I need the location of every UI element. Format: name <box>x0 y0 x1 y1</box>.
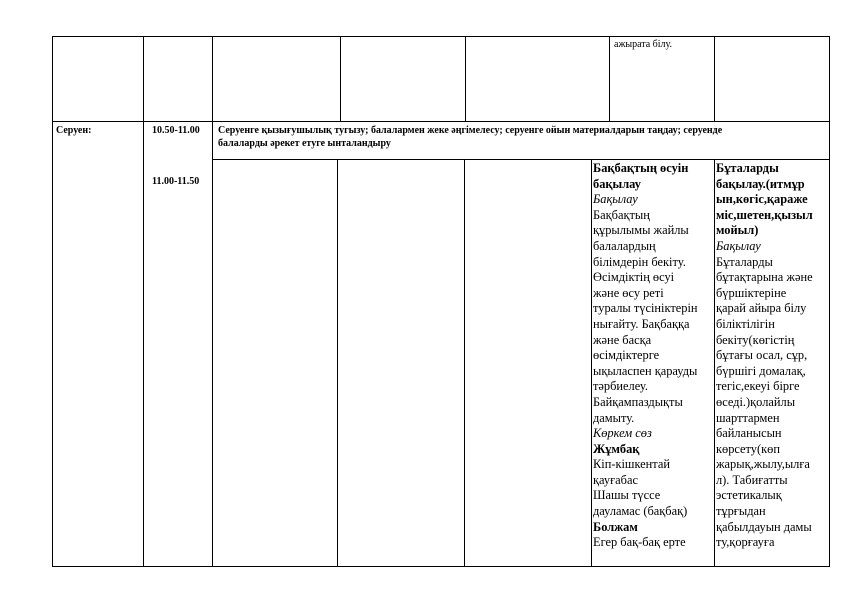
col6-body-line: ту,қорғауға <box>716 535 775 550</box>
col5-body-line: және өсу реті <box>593 285 664 300</box>
col5-forecast-label: Болжам <box>593 519 638 534</box>
col5-body-line: Байқампаздықты <box>593 394 683 409</box>
col5-body-line: құрылымы жайлы <box>593 223 689 238</box>
dandelion-observation-column <box>593 161 713 551</box>
col6-body-line: байланысын <box>716 426 782 441</box>
col6-body-line: жарық,жылу,ылға <box>716 457 810 472</box>
col6-body-line: л). Табиғатты <box>716 472 788 487</box>
col6-title-line: Бұталарды <box>716 161 779 175</box>
col6-body-line: біліктілігін <box>716 316 775 331</box>
shrub-observation-column <box>716 161 828 551</box>
col6-body-line: эстетикалық <box>716 488 782 503</box>
col-divider-5-bottom <box>591 159 592 567</box>
col-divider-4-bottom <box>464 159 465 567</box>
table-bottom-border <box>52 566 829 567</box>
col5-body-line: білімдерін бекіту. <box>593 254 686 269</box>
row-divider <box>52 121 829 122</box>
col6-body-line: бекіту(көгістің <box>716 332 795 347</box>
col5-body-line: Өсімдіктің өсуі <box>593 270 675 285</box>
col6-body-line: тегіс,екеуі бірге <box>716 379 800 394</box>
top-row-col5-text: ажырата білу. <box>614 39 673 50</box>
col5-body-line: туралы түсініктерін <box>593 301 698 316</box>
col5-riddle-label: Жұмбақ <box>593 441 640 456</box>
col5-body-line: Бақбақтың <box>593 207 650 222</box>
section-label: Серуен: <box>56 125 92 136</box>
col5-riddle-line: қауғабас <box>593 472 638 487</box>
col-divider-3-top <box>340 36 341 122</box>
col6-body-line: қарай айыра білу <box>716 301 807 316</box>
col6-title-line: міс,шетен,қызыл <box>716 207 813 222</box>
time-1: 10.50-11.00 <box>152 125 200 136</box>
col-divider-4-top <box>465 36 466 122</box>
col6-body-line: бұтақтарына және <box>716 270 813 285</box>
col6-title-line: мойыл) <box>716 223 759 238</box>
col5-body-line: нығайту. Бақбаққа <box>593 316 690 331</box>
col6-body-line: бүршіктеріне <box>716 285 787 300</box>
col5-forecast-line: Егер бақ-бақ ерте <box>593 535 686 550</box>
table-top-border <box>52 36 829 37</box>
col5-body-line: және басқа <box>593 332 652 347</box>
col-divider-5-top <box>609 36 610 122</box>
col-divider-2 <box>212 36 213 567</box>
col6-subtitle: Бақылау <box>716 238 761 253</box>
col6-body-line: шарттармен <box>716 410 780 425</box>
col5-body-line: балалардың <box>593 238 656 253</box>
walk-description-line-2: балаларды әрекет етуге ынталандыру <box>218 138 391 149</box>
col6-body-line: бұтағы осал, сұр, <box>716 348 808 363</box>
col5-body-line: ықыласпен қарауды <box>593 363 698 378</box>
table-left-border <box>52 36 53 567</box>
col5-riddle-line: Кіп-кішкентай <box>593 457 671 472</box>
col6-body-line: тұрғыдан <box>716 504 766 519</box>
col-divider-6-top <box>714 36 715 122</box>
col5-body-line: өсімдіктерге <box>593 348 660 363</box>
time-2: 11.00-11.50 <box>152 176 200 187</box>
col5-subtitle: Бақылау <box>593 192 638 207</box>
col5-body-line: дамыту. <box>593 410 635 425</box>
col6-body-line: өседі.)қолайлы <box>716 394 796 409</box>
col-divider-6-bottom <box>714 159 715 567</box>
col6-body-line: қабылдауын дамы <box>716 519 812 534</box>
col5-body-line: тәрбиелеу. <box>593 379 648 394</box>
walk-description-line-1: Серуенге қызығушылық тугызу; балалармен жеке әңгімелесу; серуенге ойын материалдарын таңдау; серуенде <box>218 125 723 136</box>
col5-riddle-line: дауламас (бақбақ) <box>593 504 688 519</box>
col6-body-line: Бұталарды <box>716 254 773 269</box>
col5-title-line: Бақбақтың өсуін <box>593 161 689 175</box>
row-divider-merged-cell <box>212 159 829 160</box>
col5-title-line: бақылау <box>593 176 641 191</box>
table-right-border <box>829 36 830 567</box>
col6-title-line: ын,көгіс,қараже <box>716 192 808 207</box>
col5-riddle-line: Шашы түссе <box>593 488 661 503</box>
col-divider-3-bottom <box>337 159 338 567</box>
col6-body-line: көрсету(көп <box>716 441 780 456</box>
col6-title-line: бақылау.(итмұр <box>716 176 805 191</box>
col-divider-1 <box>143 36 144 567</box>
col6-body-line: бүршігі домалақ, <box>716 363 806 378</box>
col5-art-word-label: Көркем сөз <box>593 426 652 441</box>
